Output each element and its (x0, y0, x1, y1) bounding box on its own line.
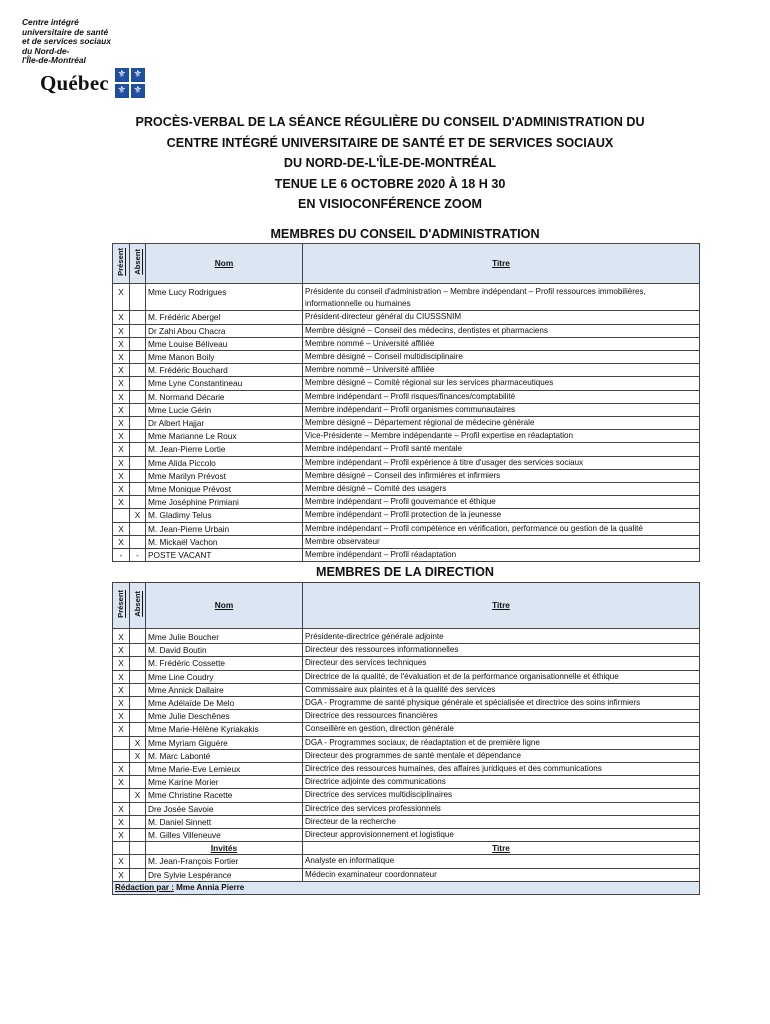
present-mark: X (113, 815, 130, 828)
table-row (113, 670, 700, 683)
absent-mark (130, 469, 146, 482)
quebec-wordmark: Québec (40, 70, 109, 95)
col-present-header: Présent (113, 583, 130, 629)
member-title: Directeur de la recherche (303, 815, 700, 828)
member-title: Directrice des ressources humaines, des affaires juridiques et des communications (303, 763, 700, 776)
member-name: Mme Lucy Rodrigues (146, 284, 303, 311)
member-name: Dre Josée Savoie (146, 802, 303, 815)
member-title: DGA - Programme de santé physique générale et spécialisée et directrice des soins infirmiers (303, 697, 700, 710)
table-row (113, 509, 700, 522)
table-row (113, 710, 700, 723)
present-mark: X (113, 364, 130, 377)
member-title: Membre désigné – Conseil des infirmières et infirmiers (303, 469, 700, 482)
absent-mark (130, 670, 146, 683)
member-title: Membre indépendant – Profil organismes communautaires (303, 403, 700, 416)
member-title: Membre indépendant – Profil risques/finances/comptabilité (303, 390, 700, 403)
present-mark: X (113, 443, 130, 456)
absent-mark (130, 377, 146, 390)
member-name: M. Jean-Pierre Lortie (146, 443, 303, 456)
absent-mark: X (130, 509, 146, 522)
table-row (113, 535, 700, 548)
present-mark (113, 749, 130, 762)
present-mark: X (113, 337, 130, 350)
absent-mark (130, 483, 146, 496)
present-mark: X (113, 776, 130, 789)
present-mark: X (113, 868, 130, 881)
present-mark: X (113, 522, 130, 535)
present-mark: X (113, 284, 130, 311)
table-row (113, 683, 700, 696)
absent-mark (130, 868, 146, 881)
present-mark: X (113, 496, 130, 509)
present-mark (113, 509, 130, 522)
member-name: Mme Marie-Hélène Kyriakakis (146, 723, 303, 736)
title-line: CENTRE INTÉGRÉ UNIVERSITAIRE DE SANTÉ ET DE SERVICES SOCIAUX (166, 135, 614, 150)
table-row (113, 417, 700, 430)
absent-mark (130, 763, 146, 776)
table-row (113, 697, 700, 710)
present-mark (113, 842, 130, 855)
member-name: M. Gladimy Telus (146, 509, 303, 522)
member-name: M. Mickaël Vachon (146, 535, 303, 548)
member-title: Membre indépendant – Profil réadaptation (303, 549, 700, 562)
absent-mark (130, 403, 146, 416)
absent-mark (130, 364, 146, 377)
present-mark: X (113, 377, 130, 390)
member-name: POSTE VACANT (146, 549, 303, 562)
member-name: Mme Louise Béliveau (146, 337, 303, 350)
member-title: Directrice des services multidisciplinaires (303, 789, 700, 802)
absent-mark (130, 776, 146, 789)
member-name: Mme Adélaïde De Melo (146, 697, 303, 710)
absent-mark (130, 430, 146, 443)
redaction-row (113, 881, 700, 894)
absent-mark: X (130, 749, 146, 762)
table-row (113, 496, 700, 509)
absent-mark (130, 522, 146, 535)
present-mark (113, 789, 130, 802)
col-nom-header: Nom (146, 583, 303, 629)
absent-mark: - (130, 549, 146, 562)
table-row (113, 749, 700, 762)
table-row (113, 522, 700, 535)
member-title: Membre indépendant – Profil gouvernance et éthique (303, 496, 700, 509)
present-mark: X (113, 670, 130, 683)
col-titre-header: Titre (303, 244, 700, 284)
member-title: Président-directeur général du CIUSSSNIM (303, 311, 700, 324)
table-row (113, 284, 700, 311)
present-mark: X (113, 683, 130, 696)
absent-mark (130, 535, 146, 548)
member-title: Directrice adjointe des communications (303, 776, 700, 789)
member-name: Mme Marie-Eve Lemieux (146, 763, 303, 776)
absent-mark: X (130, 736, 146, 749)
present-mark: X (113, 802, 130, 815)
present-mark: X (113, 403, 130, 416)
present-mark: X (113, 469, 130, 482)
table-row (113, 456, 700, 469)
member-title: Membre indépendant – Profil expérience à titre d'usager des services sociaux (303, 456, 700, 469)
absent-mark (130, 802, 146, 815)
member-name: M. Jean-Pierre Urbain (146, 522, 303, 535)
member-title: Membre observateur (303, 535, 700, 548)
member-title: Membre nommé – Université affiliée (303, 364, 700, 377)
member-name: Dr Zahi Abou Chacra (146, 324, 303, 337)
absent-mark (130, 723, 146, 736)
member-title: Vice-Présidente – Membre indépendante – Profil expertise en réadaptation (303, 430, 700, 443)
absent-mark (130, 697, 146, 710)
col-absent-header: Absent (130, 244, 146, 284)
table-row (113, 736, 700, 749)
table-row (113, 644, 700, 657)
member-title: Membre désigné – Conseil multidisciplinaire (303, 351, 700, 364)
present-mark: X (113, 311, 130, 324)
board-heading: MEMBRES DU CONSEIL D'ADMINISTRATION (270, 227, 540, 241)
member-name: Dr Albert Hajjar (146, 417, 303, 430)
present-mark: X (113, 763, 130, 776)
member-title: Analyste en informatique (303, 855, 700, 868)
member-name: M. Jean-François Fortier (146, 855, 303, 868)
table-row (113, 377, 700, 390)
member-title: Membre indépendant – Profil compétence en vérification, performance ou gestion de la qualité (303, 522, 700, 535)
member-title: Présidente-directrice générale adjointe (303, 629, 700, 644)
redaction-label: Rédaction par : (115, 882, 174, 892)
member-title: Présidente du conseil d'administration – Membre indépendant – Profil ressources immobilières, informationnelle ou humaines (303, 284, 700, 311)
member-title: Membre désigné – Comité des usagers (303, 483, 700, 496)
table-row (113, 776, 700, 789)
member-name: Mme Julie Boucher (146, 629, 303, 644)
table-row (113, 443, 700, 456)
member-title: Membre désigné – Conseil des médecins, dentistes et pharmaciens (303, 324, 700, 337)
absent-mark (130, 496, 146, 509)
fleur-de-lis-flag-icon: ⚜ ⚜ ⚜ ⚜ (115, 68, 145, 98)
present-mark: X (113, 723, 130, 736)
absent-mark (130, 657, 146, 670)
present-mark: X (113, 829, 130, 842)
member-name: Dre Sylvie Lespérance (146, 868, 303, 881)
table-row (113, 430, 700, 443)
document-title (60, 112, 720, 215)
member-name: Mme Lucie Gérin (146, 403, 303, 416)
invites-label: Invités (146, 842, 303, 855)
absent-mark (130, 829, 146, 842)
member-title: Membre indépendant – Profil santé mentale (303, 443, 700, 456)
absent-mark (130, 842, 146, 855)
table-row (113, 723, 700, 736)
absent-mark (130, 629, 146, 644)
table-row (113, 789, 700, 802)
absent-mark (130, 324, 146, 337)
member-name: Mme Joséphine Primiani (146, 496, 303, 509)
table-row (113, 855, 700, 868)
present-mark: X (113, 535, 130, 548)
member-name: Mme Myriam Giguère (146, 736, 303, 749)
present-mark: X (113, 710, 130, 723)
table-row (113, 657, 700, 670)
table-row (113, 763, 700, 776)
member-name: Mme Monique Prévost (146, 483, 303, 496)
member-name: Mme Manon Boily (146, 351, 303, 364)
member-name: Mme Karine Morier (146, 776, 303, 789)
member-name: Mme Line Coudry (146, 670, 303, 683)
invites-titre-label: Titre (303, 842, 700, 855)
member-name: Mme Alida Piccolo (146, 456, 303, 469)
member-name: M. Frédéric Abergel (146, 311, 303, 324)
member-title: Commissaire aux plaintes et à la qualité des services (303, 683, 700, 696)
present-mark: X (113, 417, 130, 430)
member-name: Mme Lyne Constantineau (146, 377, 303, 390)
table-row (113, 311, 700, 324)
present-mark: X (113, 456, 130, 469)
absent-mark (130, 417, 146, 430)
member-title: Membre désigné – Département régional de médecine générale (303, 417, 700, 430)
absent-mark (130, 443, 146, 456)
present-mark: X (113, 390, 130, 403)
member-title: Directeur des programmes de santé mentale et dépendance (303, 749, 700, 762)
table-row (113, 829, 700, 842)
member-name: Mme Marianne Le Roux (146, 430, 303, 443)
member-title: Membre nommé – Université affiliée (303, 337, 700, 350)
member-name: M. Marc Labonté (146, 749, 303, 762)
member-name: M. Daniel Sinnett (146, 815, 303, 828)
member-title: Membre désigné – Comité régional sur les services pharmaceutiques (303, 377, 700, 390)
col-titre-header: Titre (303, 583, 700, 629)
absent-mark (130, 311, 146, 324)
title-line: PROCÈS-VERBAL DE LA SÉANCE RÉGULIÈRE DU CONSEIL D'ADMINISTRATION DU (135, 115, 645, 129)
member-name: M. David Boutin (146, 644, 303, 657)
present-mark: - (113, 549, 130, 562)
member-name: Mme Marilyn Prévost (146, 469, 303, 482)
present-mark: X (113, 657, 130, 670)
absent-mark (130, 337, 146, 350)
member-title: Directeur des services techniques (303, 657, 700, 670)
title-line: TENUE LE 6 OCTOBRE 2020 À 18 H 30 (274, 176, 506, 191)
absent-mark (130, 710, 146, 723)
invites-header-row (113, 842, 700, 855)
present-mark: X (113, 697, 130, 710)
present-mark (113, 736, 130, 749)
absent-mark (130, 683, 146, 696)
present-mark: X (113, 430, 130, 443)
col-present-header: Présent (113, 244, 130, 284)
member-title: Membre indépendant – Profil protection de la jeunesse (303, 509, 700, 522)
absent-mark: X (130, 789, 146, 802)
table-row (113, 351, 700, 364)
member-name: Mme Julie Deschênes (146, 710, 303, 723)
member-name: M. Frédéric Cossette (146, 657, 303, 670)
member-name: Mme Christine Racette (146, 789, 303, 802)
direction-heading: MEMBRES DE LA DIRECTION (316, 565, 494, 579)
table-row (113, 549, 700, 562)
present-mark: X (113, 483, 130, 496)
table-row (113, 390, 700, 403)
col-absent-header: Absent (130, 583, 146, 629)
table-row (113, 483, 700, 496)
present-mark: X (113, 324, 130, 337)
table-row (113, 324, 700, 337)
table-row (113, 469, 700, 482)
title-line: EN VISIOCONFÉRENCE ZOOM (297, 197, 483, 212)
table-row (113, 337, 700, 350)
absent-mark (130, 351, 146, 364)
absent-mark (130, 644, 146, 657)
direction-members-table (112, 582, 700, 895)
title-line: DU NORD-DE-L'ÎLE-DE-MONTRÉAL (283, 156, 497, 171)
absent-mark (130, 390, 146, 403)
member-title: Directeur des ressources informationnelles (303, 644, 700, 657)
table-row (113, 815, 700, 828)
present-mark: X (113, 855, 130, 868)
member-title: Directrice de la qualité, de l'évaluation et de la performance organisationnelle et éthique (303, 670, 700, 683)
col-nom-header: Nom (146, 244, 303, 284)
member-title: Directeur approvisionnement et logistique (303, 829, 700, 842)
absent-mark (130, 284, 146, 311)
table-row (113, 868, 700, 881)
table-row (113, 403, 700, 416)
redaction-value: Mme Annia Pierre (173, 882, 245, 892)
member-title: DGA - Programmes sociaux, de réadaptation et de première ligne (303, 736, 700, 749)
present-mark: X (113, 644, 130, 657)
present-mark: X (113, 351, 130, 364)
member-title: Conseillère en gestion, direction générale (303, 723, 700, 736)
ciusss-logo (22, 18, 222, 98)
member-name: M. Frédéric Bouchard (146, 364, 303, 377)
member-name: M. Gilles Villeneuve (146, 829, 303, 842)
member-title: Médecin examinateur coordonnateur (303, 868, 700, 881)
org-name: Centre intégré universitaire de santé et de services sociaux du Nord-de- l'Île-de-Montréal (22, 17, 111, 66)
table-row (113, 802, 700, 815)
member-title: Directrice des services professionnels (303, 802, 700, 815)
member-name: M. Normand Décarie (146, 390, 303, 403)
table-row (113, 364, 700, 377)
present-mark: X (113, 629, 130, 644)
member-name: Mme Annick Dallaire (146, 683, 303, 696)
absent-mark (130, 855, 146, 868)
table-row (113, 629, 700, 644)
redaction-cell (113, 881, 700, 894)
absent-mark (130, 815, 146, 828)
absent-mark (130, 456, 146, 469)
board-members-table (112, 243, 700, 562)
member-title: Directrice des ressources financières (303, 710, 700, 723)
